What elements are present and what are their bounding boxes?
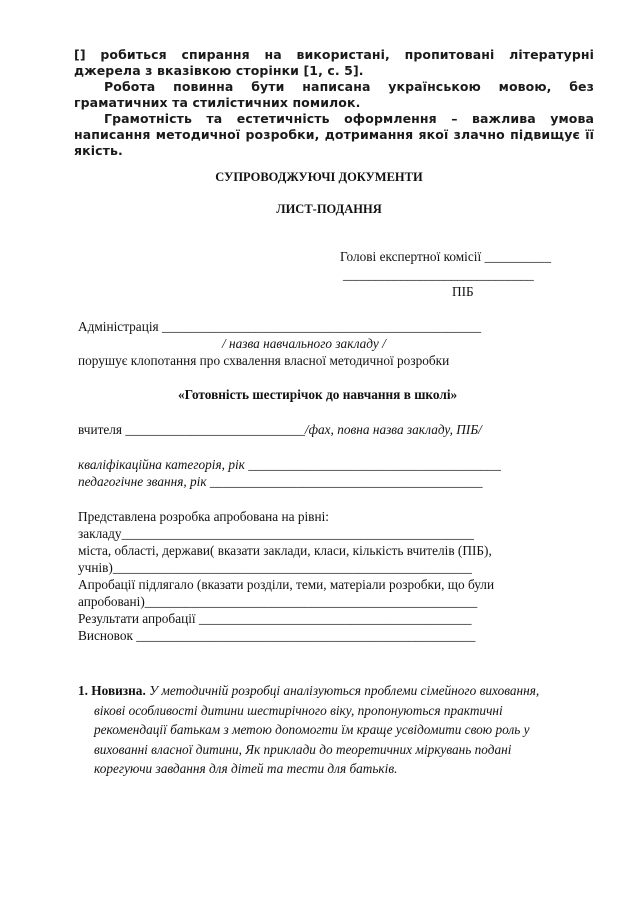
approbation-intro: Представлена розробка апробована на рівні: bbox=[78, 509, 329, 524]
addressee-blank: ______________________________ bbox=[343, 267, 534, 282]
novelty-text: У методичній розробці аналізуються проблеми сімейного виховання, вікові особливості дитини шестирічного віку, пропонуються практичні рекомендації батькам з метою допомогти їм краще усвідомити свою роль у вихованні власної дитини, Як приклади до теоретичних міркувань подані корегуючи завдання для дітей та тести для батьків. bbox=[94, 683, 540, 776]
approbation-students: учнів)______________________________________________________ bbox=[78, 560, 472, 575]
addressee-pib: ПІБ bbox=[452, 284, 474, 299]
qualification-rank: педагогічне звання, рік _________________________________________ bbox=[78, 474, 483, 489]
addressee-line: Голові експертної комісії __________ bbox=[340, 249, 551, 264]
novelty-section bbox=[78, 681, 568, 779]
novelty-label: 1. Новизна. bbox=[78, 683, 146, 698]
scanned-excerpt bbox=[74, 47, 594, 159]
scan-paragraph-1: [] робиться спирання на використані, пропитовані літературні джерела з вказівкою сторінки [1, с. 5]. bbox=[74, 47, 594, 78]
approbation-materials: апробовані)__________________________________________________ bbox=[78, 594, 478, 609]
scan-paragraph-3: Грамотність та естетичність оформлення – важлива умова написання методичної розробки, дотримання якої злачно підвищує її якість. bbox=[74, 111, 594, 158]
qualification-category: кваліфікаційна категорія, рік ______________________________________ bbox=[78, 457, 501, 472]
teacher-prefix: вчителя ___________________________ bbox=[78, 422, 305, 437]
teacher-hint: /фах, повна назва закладу, ПІБ/ bbox=[304, 422, 482, 437]
admin-request: порушує клопотання про схвалення власної методичної розробки bbox=[78, 353, 450, 368]
approbation-city: міста, області, держави( вказати заклади, класи, кількість вчителів (ПІБ), bbox=[78, 543, 492, 558]
admin-line: Адміністрація ________________________________________________ bbox=[78, 319, 482, 334]
teacher-line bbox=[78, 421, 482, 438]
approbation-school: закладу_____________________________________________________ bbox=[78, 526, 474, 541]
heading-accompanying-docs: СУПРОВОДЖУЮЧІ ДОКУМЕНТИ bbox=[215, 170, 423, 184]
approbation-conclusion: Висновок ___________________________________________________ bbox=[78, 628, 476, 643]
development-title: «Готовність шестирічок до навчання в школі» bbox=[178, 387, 458, 402]
admin-hint: / назва навчального закладу / bbox=[222, 336, 386, 351]
novelty-paragraph bbox=[78, 681, 568, 779]
approbation-results: Результати апробації _________________________________________ bbox=[78, 611, 472, 626]
heading-letter: ЛИСТ-ПОДАННЯ bbox=[276, 202, 382, 216]
scan-paragraph-2: Робота повинна бути написана українською мовою, без граматичних та стилістичних помилок. bbox=[74, 79, 594, 110]
approbation-subject: Апробації підлягало (вказати розділи, теми, матеріали розробки, що були bbox=[78, 577, 495, 592]
